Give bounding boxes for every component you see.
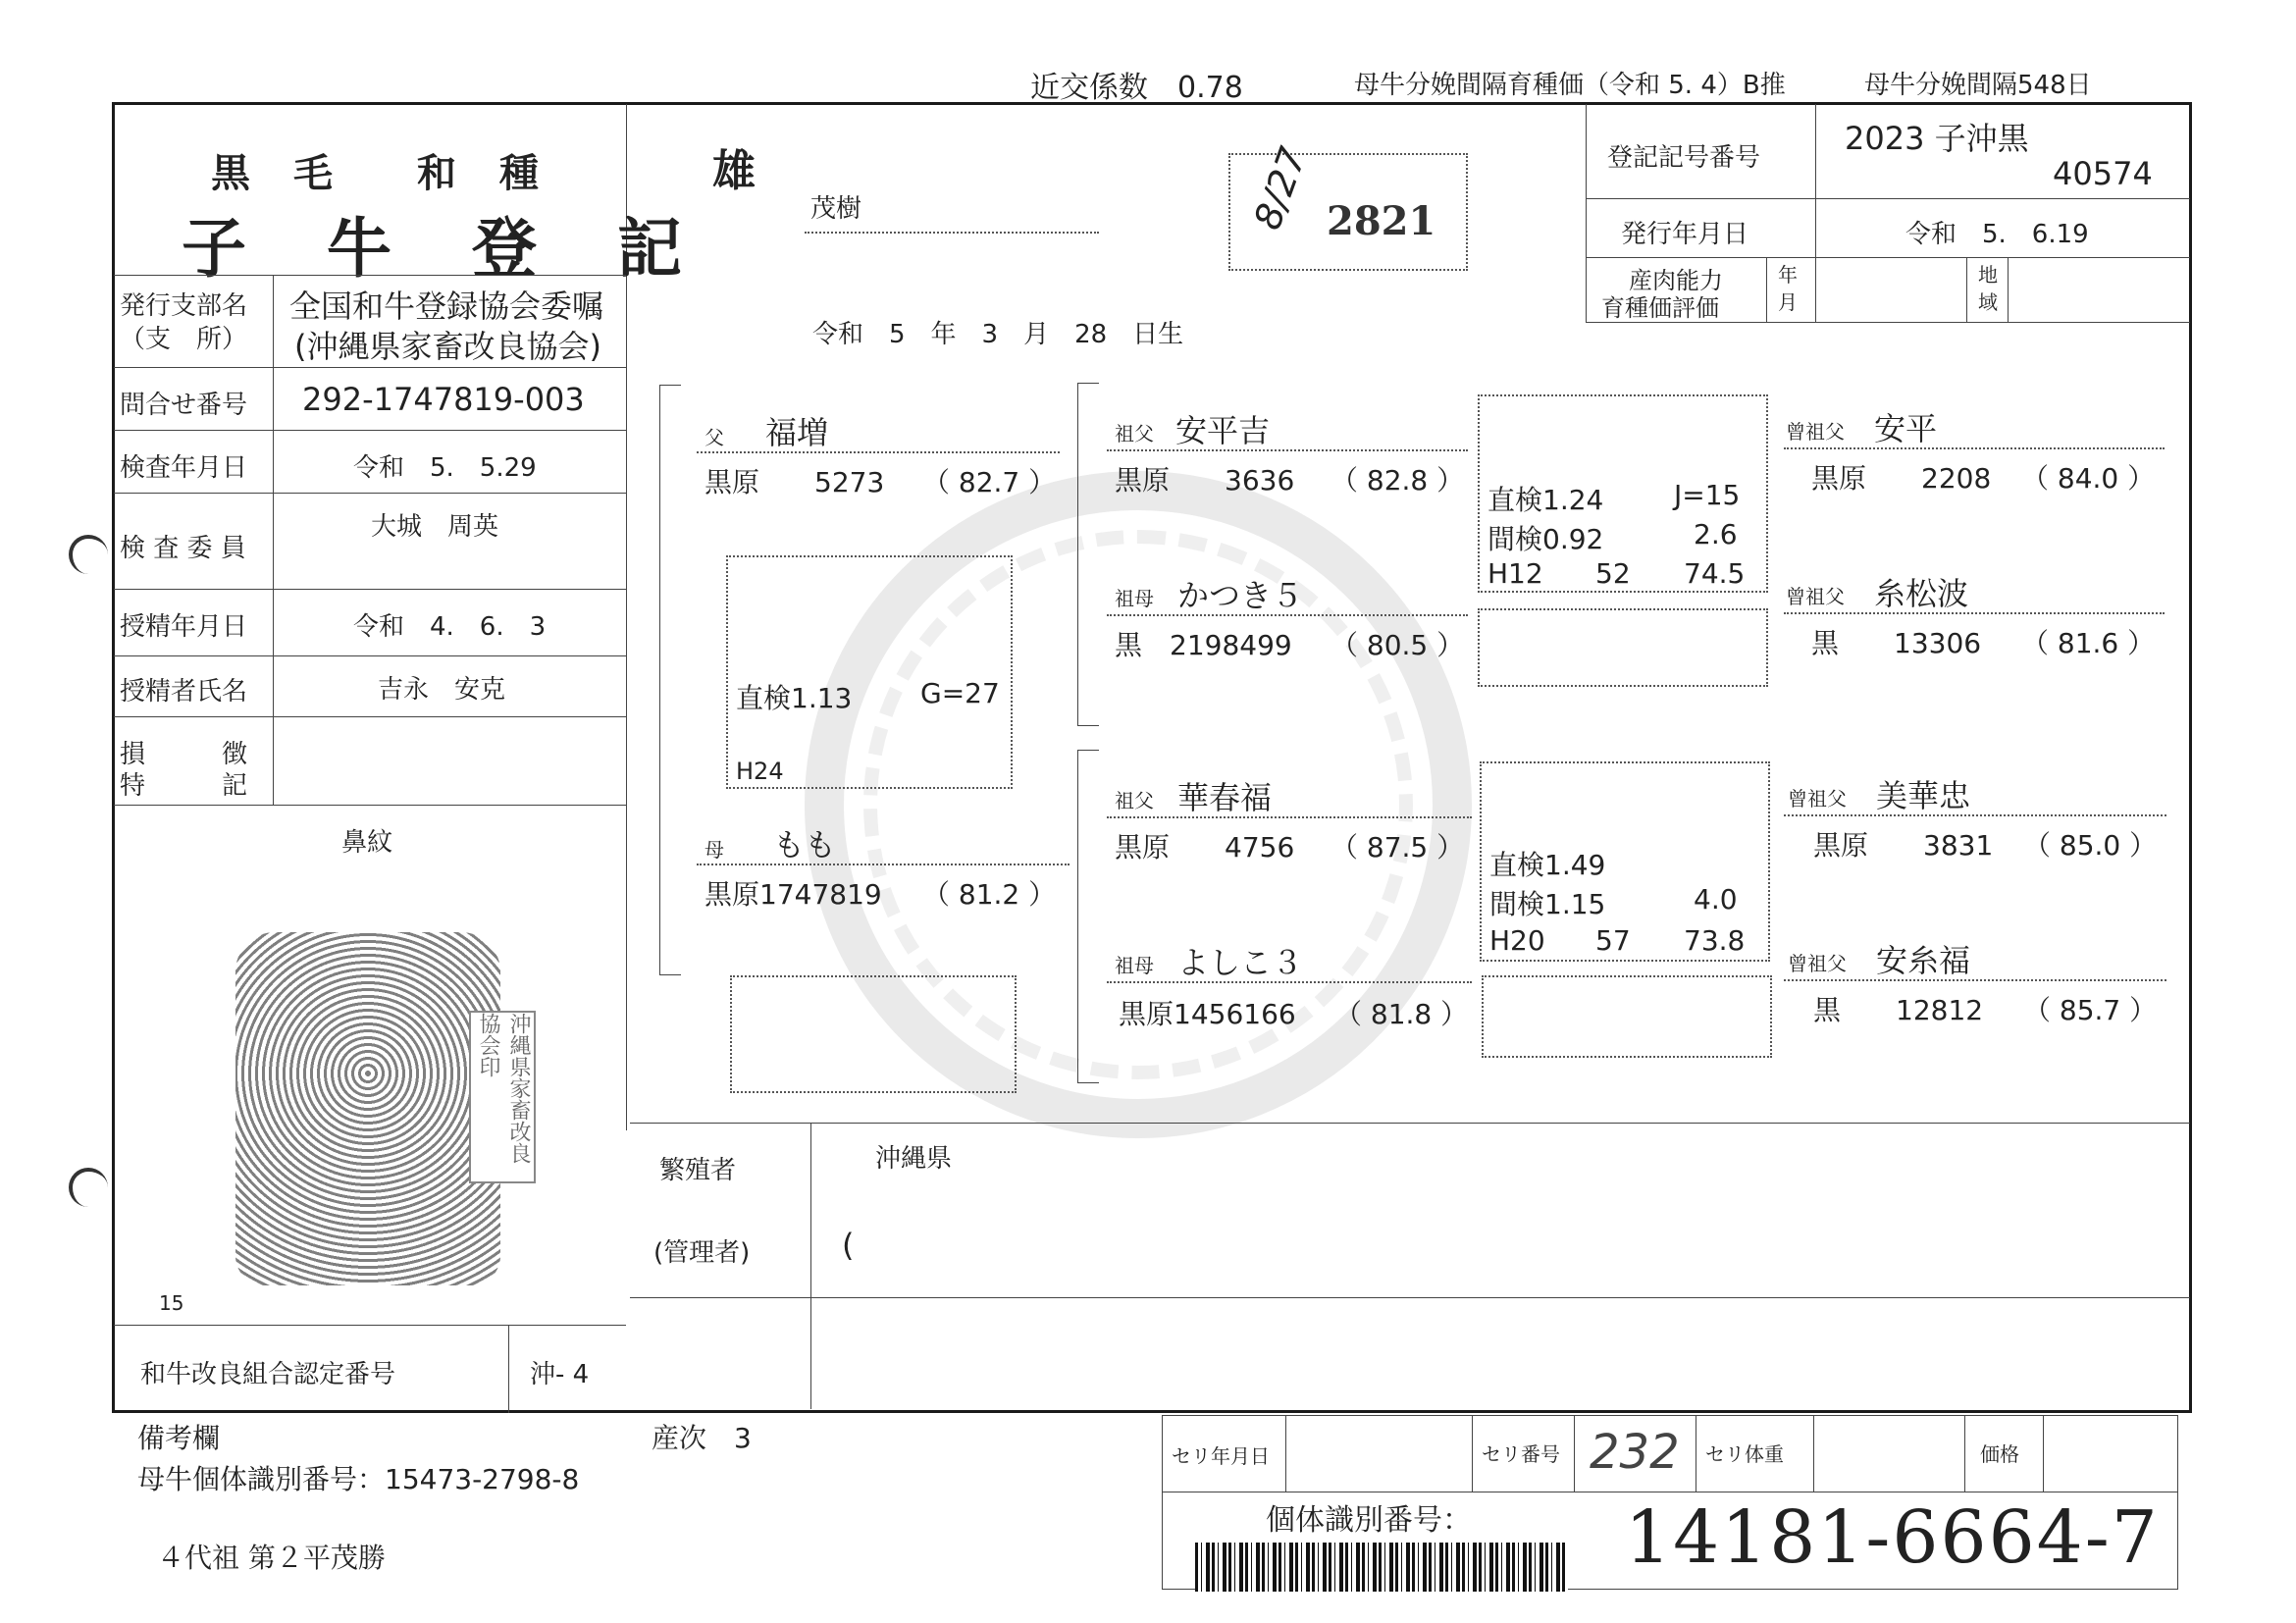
dam-reg: 黒原1747819 xyxy=(704,878,882,911)
auction-weight-label: セリ体重 xyxy=(1705,1442,1784,1466)
auction-no-label: セリ番号 xyxy=(1482,1442,1560,1466)
inspection-date-value: 令和 5. 5.29 xyxy=(353,453,537,483)
gd1-score: （ 80.5 ） xyxy=(1331,629,1465,661)
gs2-name: 華春福 xyxy=(1177,779,1273,816)
inquiry-label: 問合せ番号 xyxy=(120,391,248,420)
ggs2-score: （ 81.6 ） xyxy=(2021,627,2156,659)
document-title: 子 牛 登 記 xyxy=(182,210,690,287)
ggs4-score: （ 85.7 ） xyxy=(2023,994,2158,1026)
calf-sex: 雄 xyxy=(712,146,756,196)
box1-l3a: H12 xyxy=(1487,557,1543,590)
paternal-bracket xyxy=(1077,383,1099,726)
sire-role: 父 xyxy=(704,426,724,449)
branch-value-1: 全国和牛登録協会委嘱 xyxy=(289,288,604,325)
gs1-role: 祖父 xyxy=(1115,422,1154,445)
association-seal xyxy=(469,1011,536,1183)
gs1-reg: 黒原 3636 xyxy=(1115,464,1295,497)
noseprint-label: 鼻紋 xyxy=(341,828,393,858)
issue-date-label: 発行年月日 xyxy=(1621,220,1749,249)
defect-label-2: 特 記 xyxy=(120,771,248,801)
gd1-name: かつき５ xyxy=(1177,577,1304,614)
gd1-role: 祖母 xyxy=(1115,587,1154,610)
dam-role: 母 xyxy=(704,838,724,862)
gd2-reg: 黒原1456166 xyxy=(1119,998,1296,1030)
gd2-role: 祖母 xyxy=(1115,954,1154,977)
maternal-bracket xyxy=(1077,750,1099,1083)
ggs1-reg: 黒原 2208 xyxy=(1811,462,1992,495)
ggs4-reg: 黒 12812 xyxy=(1813,994,1984,1026)
box1-l1b: J=15 xyxy=(1674,479,1741,511)
insemination-date-value: 令和 4. 6. 3 xyxy=(353,612,547,642)
parity: 産次 3 xyxy=(652,1422,752,1454)
manager-value: ( xyxy=(842,1227,855,1264)
dam-id-number: 母牛個体識別番号：15473-2798-8 xyxy=(137,1463,580,1495)
gs2-reg: 黒原 4756 xyxy=(1115,831,1295,864)
noseprint-image xyxy=(235,932,500,1285)
breeder-value: 沖縄県 xyxy=(875,1144,953,1174)
manager-label: (管理者) xyxy=(653,1238,751,1268)
gd1-eval-box xyxy=(1478,608,1768,687)
auction-no: 232 xyxy=(1590,1425,1680,1480)
sire-score: （ 82.7 ） xyxy=(922,466,1057,498)
inspector-label: 検 査 委 員 xyxy=(120,534,246,563)
ggs2-name: 糸松波 xyxy=(1874,575,1969,612)
box2-l3c: 73.8 xyxy=(1684,924,1746,957)
ggs1-score: （ 84.0 ） xyxy=(2021,462,2156,495)
binder-hole xyxy=(69,1168,108,1207)
ggs3-name: 美華忠 xyxy=(1876,777,1971,814)
ggs3-score: （ 85.0 ） xyxy=(2023,829,2158,862)
binder-hole xyxy=(69,535,108,574)
gs1-score: （ 82.8 ） xyxy=(1331,464,1465,497)
inseminator-value: 吉永 安克 xyxy=(378,675,506,705)
region-label: 地 域 xyxy=(1978,263,1998,314)
inquiry-value: 292-1747819-003 xyxy=(302,381,585,418)
ggs3-role: 曾祖父 xyxy=(1788,787,1847,811)
dam-eval-box xyxy=(730,975,1017,1093)
auction-date-label: セリ年月日 xyxy=(1172,1444,1270,1468)
inseminator-label: 授精者氏名 xyxy=(120,677,248,707)
ggs1-name: 安平 xyxy=(1874,410,1938,447)
reg-no-line-1: 2023 子沖黒 xyxy=(1845,120,2029,157)
box1-l2a: 間検0.92 xyxy=(1487,523,1604,555)
sire-box-line-2: H24 xyxy=(736,758,784,785)
calving-interval-ebv: 母牛分娩間隔育種価（令和 5. 4）B推 xyxy=(1354,71,1786,100)
calf-name: 茂樹 xyxy=(810,194,862,224)
reg-no-label: 登記記号番号 xyxy=(1607,143,1761,173)
ggs2-reg: 黒 13306 xyxy=(1811,627,1982,659)
seal-text: 沖縄県家畜改良協会印 xyxy=(476,1013,531,1164)
individual-id-label: 個体識別番号： xyxy=(1266,1503,1472,1538)
remarks-label: 備考欄 xyxy=(137,1422,221,1454)
box1-l2b: 2.6 xyxy=(1694,518,1738,550)
breed-title: 黒 毛 和 種 xyxy=(211,150,541,196)
cert-number-value: 沖- 4 xyxy=(530,1360,590,1389)
sire-reg: 黒原 5273 xyxy=(704,466,885,498)
box2-l3b: 57 xyxy=(1595,924,1631,957)
defect-label-1: 損 徴 xyxy=(120,740,248,769)
dam-name: もも xyxy=(773,826,837,864)
cert-number-label: 和牛改良組合認定番号 xyxy=(140,1360,396,1389)
branch-label: 発行支部名 （支 所） xyxy=(120,291,248,354)
year-month-label: 年 月 xyxy=(1778,263,1798,314)
gs1-name: 安平吉 xyxy=(1175,412,1271,449)
sire-dam-bracket xyxy=(659,385,681,975)
price-label: 価格 xyxy=(1980,1442,2019,1466)
calf-stamp-number: 2821 xyxy=(1327,198,1436,244)
reg-no-line-2: 40574 xyxy=(2053,155,2153,192)
inbreeding-coefficient: 近交係数 0.78 xyxy=(1030,71,1243,105)
branch-value-2: (沖縄県家畜改良協会) xyxy=(294,328,601,365)
handwritten-date: 8/27 xyxy=(1245,141,1315,236)
gs2-role: 祖父 xyxy=(1115,789,1154,812)
calving-interval: 母牛分娩間隔548日 xyxy=(1864,71,2092,100)
issue-date-value: 令和 5. 6.19 xyxy=(1905,220,2089,249)
box2-l3a: H20 xyxy=(1489,924,1545,957)
individual-id-number: 14181-6664-7 xyxy=(1625,1495,2160,1580)
box2-l1a: 直検1.49 xyxy=(1489,849,1606,881)
inspection-date-label: 検査年月日 xyxy=(120,453,248,483)
ggs4-role: 曾祖父 xyxy=(1788,952,1847,975)
sire-box-line-1b: G=27 xyxy=(920,677,1000,709)
sire-box-line-1: 直検1.13 xyxy=(736,682,853,714)
box2-l2b: 4.0 xyxy=(1694,883,1738,916)
box2-l2a: 間検1.15 xyxy=(1489,888,1606,920)
gd2-score: （ 81.8 ） xyxy=(1334,998,1469,1030)
id-barcode xyxy=(1195,1543,1568,1592)
ggs2-role: 曾祖父 xyxy=(1786,585,1845,608)
fourth-ancestor: ４代祖 第２平茂勝 xyxy=(157,1542,386,1574)
gd2-eval-box xyxy=(1482,975,1772,1058)
inspector-value: 大城 周英 xyxy=(371,512,499,542)
gs2-score: （ 87.5 ） xyxy=(1331,831,1465,864)
box1-l3b: 52 xyxy=(1595,557,1631,590)
dam-score: （ 81.2 ） xyxy=(922,878,1057,911)
sire-eval-box xyxy=(726,555,1013,789)
gd1-reg: 黒 2198499 xyxy=(1115,629,1292,661)
insemination-date-label: 授精年月日 xyxy=(120,612,248,642)
meat-ability-label: 産肉能力 xyxy=(1629,267,1723,294)
ggs4-name: 安糸福 xyxy=(1876,942,1971,979)
gd2-name: よしこ３ xyxy=(1177,944,1304,981)
breeding-value-label: 育種価評価 xyxy=(1601,294,1719,322)
breeder-label: 繁殖者 xyxy=(659,1156,737,1185)
ggs1-role: 曾祖父 xyxy=(1786,420,1845,444)
box1-l3c: 74.5 xyxy=(1684,557,1746,590)
sire-name: 福増 xyxy=(765,414,829,451)
ggs3-reg: 黒原 3831 xyxy=(1813,829,1994,862)
box1-l1a: 直検1.24 xyxy=(1487,484,1604,516)
birth-date: 令和 5 年 3 月 28 日生 xyxy=(812,320,1184,349)
noseprint-number: 15 xyxy=(159,1291,184,1315)
